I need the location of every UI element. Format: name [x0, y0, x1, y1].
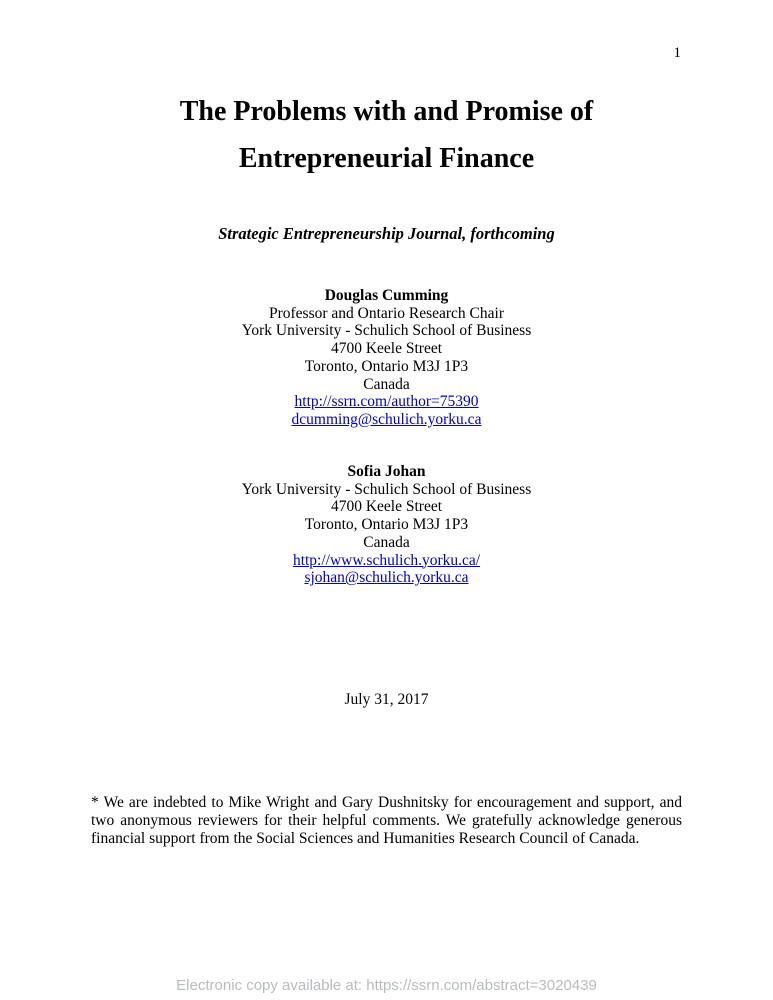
- author-affiliation: York University - Schulich School of Business: [241, 322, 532, 340]
- paper-title: [0, 88, 773, 182]
- ssrn-footer: Electronic copy available at: https://ssrn.com/abstract=3020439: [176, 977, 597, 994]
- author-address-country: Canada: [363, 533, 410, 551]
- author-email-link[interactable]: dcumming@schulich.yorku.ca: [291, 410, 482, 428]
- author-name: Douglas Cumming: [324, 287, 449, 304]
- author-affiliation: York University - Schulich School of Business: [241, 480, 532, 498]
- author-address-city: Toronto, Ontario M3J 1P3: [304, 357, 469, 375]
- author-address-street: 4700 Keele Street: [330, 498, 443, 516]
- page-number: 1: [673, 45, 681, 61]
- paper-title-line-2: Entrepreneurial Finance: [238, 143, 535, 174]
- date: July 31, 2017: [344, 691, 429, 708]
- acknowledgements-footnote: * We are indebted to Mike Wright and Gary Dushnitsky for encouragement and support, and two anonymous reviewers for their helpful comments. We gratefully acknowledge generous financial support from the Social Sciences and Humanities Research Council of Canada.: [91, 794, 682, 847]
- author-address-country: Canada: [363, 375, 410, 393]
- author-email-link[interactable]: sjohan@schulich.yorku.ca: [304, 569, 469, 587]
- paper-title-line-1: The Problems with and Promise of: [179, 96, 594, 127]
- author-block-cumming: [0, 287, 773, 429]
- author-address-city: Toronto, Ontario M3J 1P3: [304, 516, 469, 534]
- journal-subtitle: Strategic Entrepreneurship Journal, forthcoming: [218, 224, 555, 243]
- author-url-link[interactable]: http://ssrn.com/author=75390: [294, 393, 479, 411]
- author-url-link[interactable]: http://www.schulich.yorku.ca/: [292, 551, 481, 569]
- author-block-johan: [0, 463, 773, 587]
- author-position: Professor and Ontario Research Chair: [268, 304, 504, 322]
- author-name: Sofia Johan: [347, 463, 426, 480]
- author-address-street: 4700 Keele Street: [330, 340, 443, 358]
